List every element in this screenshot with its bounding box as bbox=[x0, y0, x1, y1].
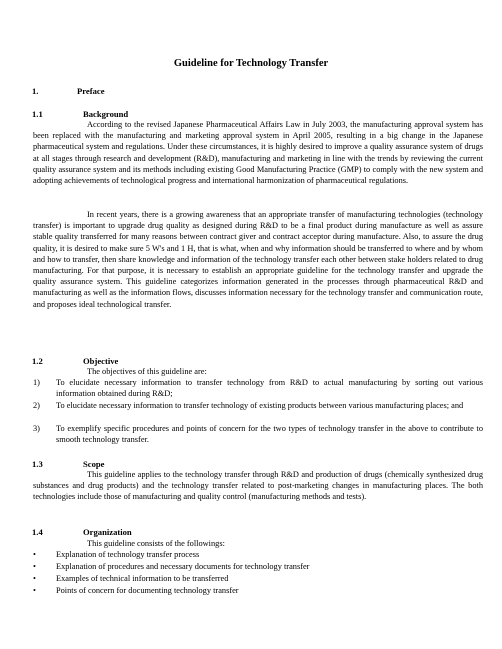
section-label: Background bbox=[83, 109, 129, 119]
section-number: 1.2 bbox=[32, 356, 43, 366]
background-paragraph-2: In recent years, there is a growing awareness that an appropriate transfer of manufacturing technologies (technology transfer) is important to upgrade drug quality as designed during R&D to be a final product during manufacture as well as assure stable quality transferred for many reasons between contract giver and contract acceptor during manufacture. Also, to assure the drug quality, it is desired to make sure 5 W's and 1 H, that is what, when and why information should be transferred to where and by whom and how to transfer, then share knowledge and information of the technology transfer each other between stake holders related to drug manufacturing. For that purpose, it is necessary to establish an appropriate guideline for the technology transfer and upgrade the quality assurance system. This guideline categorizes information generated in the processes through pharmaceutical R&D and manufacturing as well as the information flows, discusses information necessary for the technology transfer and communication route, and proposes ideal technological transfer. bbox=[33, 210, 483, 309]
bullet-icon: • bbox=[33, 586, 36, 595]
list-number: 1) bbox=[33, 378, 40, 387]
objective-intro: The objectives of this guideline are: bbox=[87, 367, 207, 376]
list-text: Points of concern for documenting technology transfer bbox=[56, 586, 239, 595]
section-heading-preface bbox=[32, 86, 105, 97]
background-paragraph-1: According to the revised Japanese Pharmaceutical Affairs Law in July 2003, the manufacturing approval system has been replaced with the manufacturing and marketing approval system in April 2005, resulting in a big change in the Japanese pharmaceutical system and regulations. Under these circumstances, it is highly desired to improve a quality assurance system of drugs at all stages through research and development (R&D), manufacturing and marketing in line with the trends by reviewing the current quality assurance system and its methods including existing Good Manufacturing Practice (GMP) to comply with the new system and adopting achievements of technological progress and international harmonization of pharmaceutical regulations. bbox=[33, 120, 483, 186]
section-number: 1.1 bbox=[32, 109, 43, 119]
organization-item-1 bbox=[33, 549, 199, 560]
bullet-icon: • bbox=[33, 550, 36, 559]
bullet-icon: • bbox=[33, 574, 36, 583]
section-label: Objective bbox=[83, 356, 119, 366]
list-text: Explanation of technology transfer process bbox=[56, 550, 200, 559]
objective-item-1 bbox=[33, 377, 483, 399]
section-number: 1.4 bbox=[32, 527, 43, 537]
list-number: 2) bbox=[33, 401, 40, 410]
section-label: Preface bbox=[77, 86, 105, 96]
organization-item-3 bbox=[33, 573, 228, 584]
section-heading-organization bbox=[32, 527, 132, 538]
list-text: To exemplify specific procedures and points of concern for the two types of technology transfer in the above to contribute to smooth technology transfer. bbox=[56, 424, 483, 445]
organization-intro: This guideline consists of the followings: bbox=[87, 539, 225, 548]
section-number: 1.3 bbox=[32, 459, 43, 469]
document-title: Guideline for Technology Transfer bbox=[173, 58, 329, 69]
organization-item-2 bbox=[33, 561, 309, 572]
list-number: 3) bbox=[33, 424, 40, 433]
section-label: Organization bbox=[83, 527, 132, 537]
objective-item-2 bbox=[33, 400, 483, 411]
section-label: Scope bbox=[83, 459, 105, 469]
list-text: Examples of technical information to be transferred bbox=[56, 574, 229, 583]
list-text: To elucidate necessary information to transfer technology from R&D to actual manufacturing by sorting out various information obtained during R&D; bbox=[56, 378, 483, 399]
scope-paragraph: This guideline applies to the technology transfer through R&D and production of drugs (chemically synthesized drug substances and drug products) and the technology transfer related to post-marketing changes in manufacturing places. The both technologies include those of manufacturing and quality control (manufacturing methods and tests). bbox=[33, 470, 483, 502]
section-number: 1. bbox=[32, 86, 39, 96]
organization-item-4 bbox=[33, 585, 239, 596]
objective-item-3 bbox=[33, 423, 483, 445]
list-text: Explanation of procedures and necessary documents for technology transfer bbox=[56, 562, 310, 571]
list-text: To elucidate necessary information to transfer technology of existing products between various manufacturing places; and bbox=[56, 401, 464, 410]
bullet-icon: • bbox=[33, 562, 36, 571]
